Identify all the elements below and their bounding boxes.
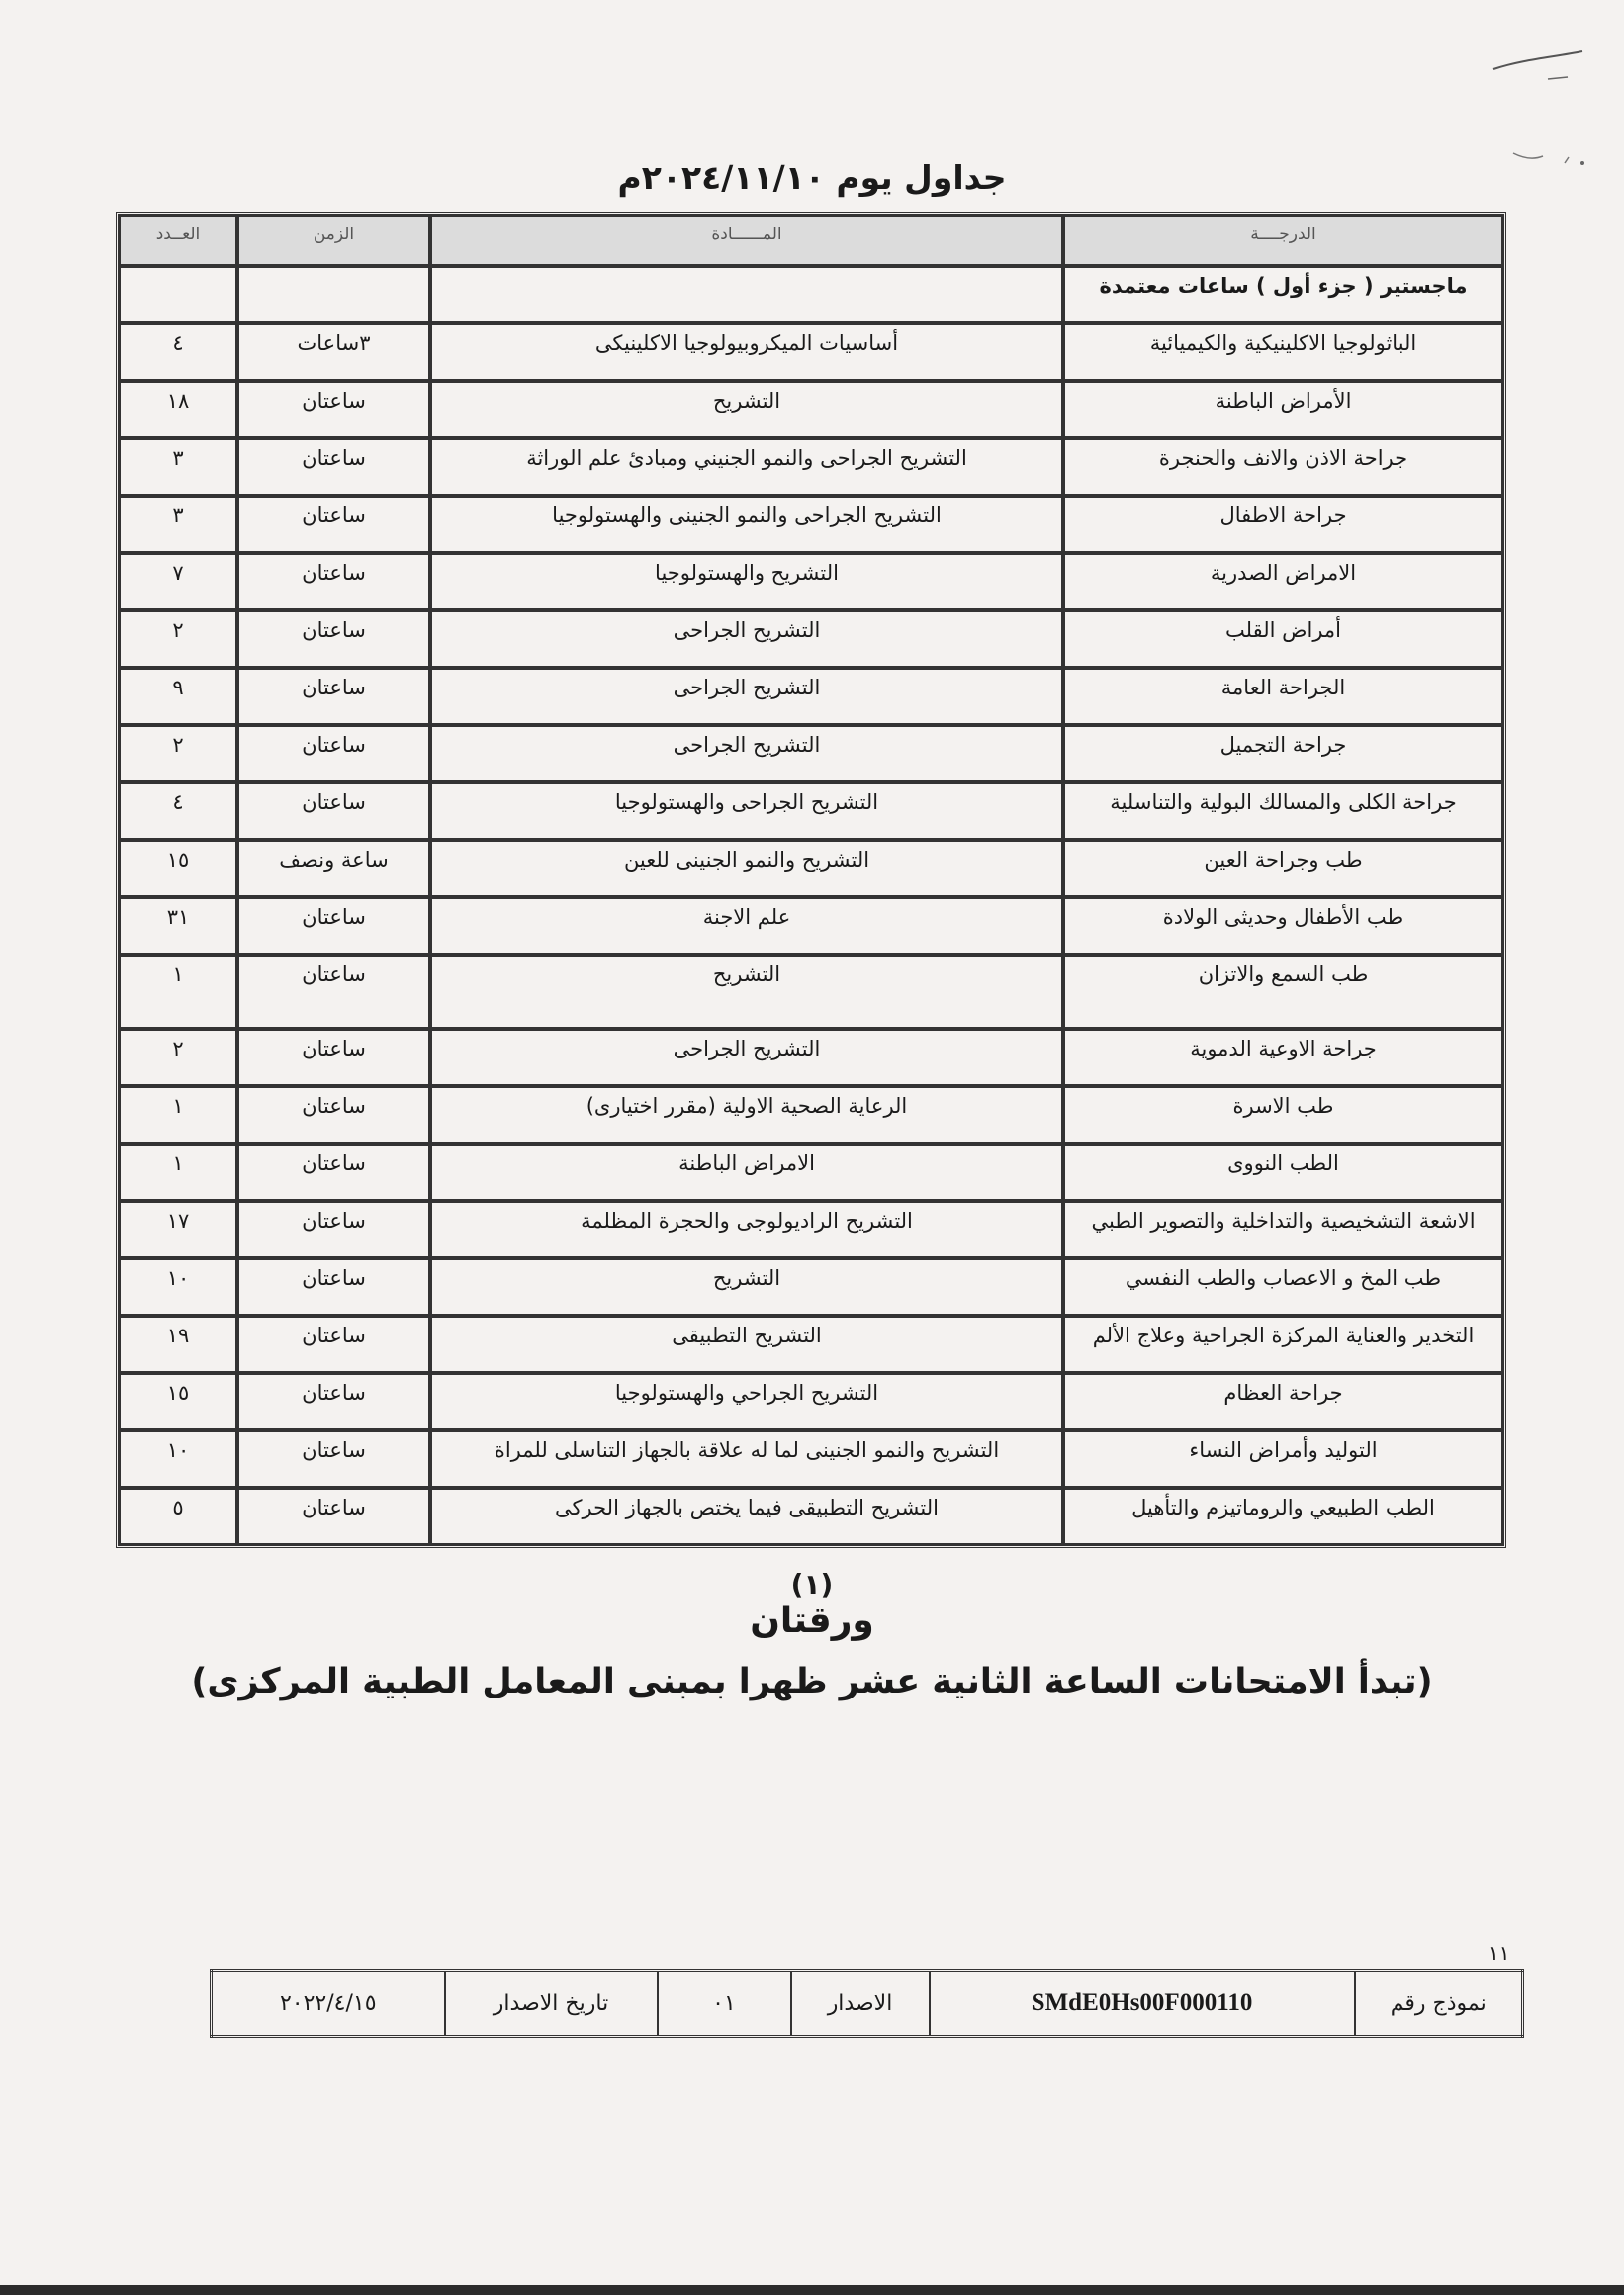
subject-cell: علم الاجنة (430, 897, 1063, 955)
count-cell: ١ (119, 955, 237, 1029)
header-degree: الدرجــــة (1063, 215, 1503, 266)
time-cell: ساعتان (237, 438, 430, 496)
subject-cell: التشريح الجراحى والنمو الجنيني ومبادئ علم الوراثة (430, 438, 1063, 496)
time-cell: ساعتان (237, 725, 430, 782)
degree-cell: طب وجراحة العين (1063, 840, 1503, 897)
issue-date-label: تاريخ الاصدار (445, 1971, 658, 2037)
time-cell: ساعتان (237, 897, 430, 955)
time-cell: ساعتان (237, 1373, 430, 1430)
count-cell: ١٥ (119, 840, 237, 897)
sheet-number: ١١ (1489, 1941, 1510, 1965)
count-cell: ١٠ (119, 1430, 237, 1488)
subject-cell: التشريح الجراحي والهستولوجيا (430, 1373, 1063, 1430)
degree-cell: التوليد وأمراض النساء (1063, 1430, 1503, 1488)
count-cell: ٢ (119, 610, 237, 668)
subject-cell: التشريح التطبيقى (430, 1316, 1063, 1373)
time-cell: ساعتان (237, 496, 430, 553)
subject-cell: التشريح الجراحى (430, 610, 1063, 668)
subject-cell: التشريح الجراحى والهستولوجيا (430, 782, 1063, 840)
time-cell: ساعتان (237, 1201, 430, 1258)
table-row (119, 553, 1503, 610)
subject-cell: التشريح (430, 381, 1063, 438)
degree-cell: جراحة التجميل (1063, 725, 1503, 782)
subject-cell: التشريح الجراحى (430, 725, 1063, 782)
degree-cell: جراحة الاطفال (1063, 496, 1503, 553)
count-cell: ٢ (119, 1029, 237, 1086)
count-cell: ٣ (119, 496, 237, 553)
subject-cell: التشريح والنمو الجنينى للعين (430, 840, 1063, 897)
time-cell: ساعتان (237, 1488, 430, 1545)
subject-cell: التشريح الجراحى والنمو الجنينى والهستولوجيا (430, 496, 1063, 553)
time-cell: ساعتان (237, 1258, 430, 1316)
time-cell: ساعتان (237, 381, 430, 438)
subject-cell: التشريح والهستولوجيا (430, 553, 1063, 610)
time-cell: ساعتان (237, 782, 430, 840)
time-cell: ساعتان (237, 955, 430, 1029)
degree-cell: جراحة الاذن والانف والحنجرة (1063, 438, 1503, 496)
table-row (119, 897, 1503, 955)
form-footer (210, 1969, 1521, 2038)
header-subject: المــــــادة (430, 215, 1063, 266)
subject-cell: الرعاية الصحية الاولية (مقرر اختيارى) (430, 1086, 1063, 1144)
section-label: ماجستير ( جزء أول ) ساعات معتمدة (1063, 266, 1503, 323)
subject-cell: التشريح (430, 955, 1063, 1029)
count-cell: ١ (119, 1086, 237, 1144)
degree-cell: الطب الطبيعي والروماتيزم والتأهيل (1063, 1488, 1503, 1545)
issue-label: الاصدار (791, 1971, 930, 2037)
table-row (119, 381, 1503, 438)
table-row (119, 840, 1503, 897)
table-row (119, 1430, 1503, 1488)
table-row (119, 1488, 1503, 1545)
degree-cell: الجراحة العامة (1063, 668, 1503, 725)
degree-cell: جراحة الكلى والمسالك البولية والتناسلية (1063, 782, 1503, 840)
count-cell: ٤ (119, 323, 237, 381)
subject-cell: الامراض الباطنة (430, 1144, 1063, 1201)
time-cell: ساعتان (237, 1430, 430, 1488)
issue-value: ٠١ (658, 1971, 791, 2037)
empty-cell (237, 266, 430, 323)
subject-cell: أساسيات الميكروبيولوجيا الاكلينيكى (430, 323, 1063, 381)
header-time: الزمن (237, 215, 430, 266)
form-code: SMdE0Hs00F000110 (930, 1971, 1355, 2037)
page-number: (١) (790, 1568, 834, 1601)
subject-cell: التشريح الراديولوجى والحجرة المظلمة (430, 1201, 1063, 1258)
issue-date-value: ٢٠٢٢/٤/١٥ (212, 1971, 445, 2037)
table-row (119, 1144, 1503, 1201)
scan-edge-shadow (0, 2285, 1624, 2295)
subject-cell: التشريح والنمو الجنينى لما له علاقة بالجهاز التناسلى للمراة (430, 1430, 1063, 1488)
papers-count-label: ورقتان (750, 1601, 874, 1641)
table-row (119, 438, 1503, 496)
empty-cell (430, 266, 1063, 323)
table-row (119, 1373, 1503, 1430)
time-cell: ساعتان (237, 1144, 430, 1201)
degree-cell: جراحة الاوعية الدموية (1063, 1029, 1503, 1086)
subject-cell: التشريح الجراحى (430, 668, 1063, 725)
time-cell: ساعتان (237, 668, 430, 725)
degree-cell: أمراض القلب (1063, 610, 1503, 668)
time-cell: ساعتان (237, 1316, 430, 1373)
degree-cell: الامراض الصدرية (1063, 553, 1503, 610)
header-count: العــدد (119, 215, 237, 266)
degree-cell: طب السمع والاتزان (1063, 955, 1503, 1029)
subject-cell: التشريح (430, 1258, 1063, 1316)
time-cell: ساعتان (237, 610, 430, 668)
exam-start-note: (تبدأ الامتحانات الساعة الثانية عشر ظهرا بمبنى المعامل الطبية المركزى) (191, 1662, 1433, 1701)
count-cell: ١٧ (119, 1201, 237, 1258)
time-cell: ساعتان (237, 1029, 430, 1086)
count-cell: ٢ (119, 725, 237, 782)
degree-cell: طب المخ و الاعصاب والطب النفسي (1063, 1258, 1503, 1316)
count-cell: ٣١ (119, 897, 237, 955)
table-row (119, 955, 1503, 1029)
form-footer-table (210, 1969, 1524, 2038)
table-row (119, 496, 1503, 553)
form-number-label: نموذج رقم (1355, 1971, 1523, 2037)
table-row (119, 782, 1503, 840)
section-row (119, 266, 1503, 323)
time-cell: ٣ساعات (237, 323, 430, 381)
degree-cell: التخدير والعناية المركزة الجراحية وعلاج الألم (1063, 1316, 1503, 1373)
table-row (119, 1258, 1503, 1316)
degree-cell: طب الأطفال وحديثى الولادة (1063, 897, 1503, 955)
table-row (119, 323, 1503, 381)
pen-scribble-mark (1474, 40, 1622, 168)
degree-cell: طب الاسرة (1063, 1086, 1503, 1144)
subject-cell: التشريح التطبيقى فيما يختص بالجهاز الحركى (430, 1488, 1063, 1545)
page-title: جداول يوم ٢٠٢٤/١١/١٠م (617, 158, 1007, 197)
table-header-row (119, 215, 1503, 266)
table-row (119, 668, 1503, 725)
count-cell: ٧ (119, 553, 237, 610)
count-cell: ١ (119, 1144, 237, 1201)
degree-cell: الأمراض الباطنة (1063, 381, 1503, 438)
time-cell: ساعتان (237, 1086, 430, 1144)
count-cell: ٩ (119, 668, 237, 725)
subject-cell: التشريح الجراحى (430, 1029, 1063, 1086)
count-cell: ١٩ (119, 1316, 237, 1373)
table-row (119, 1316, 1503, 1373)
empty-cell (119, 266, 237, 323)
count-cell: ١٥ (119, 1373, 237, 1430)
schedule-table-wrapper (116, 212, 1500, 1548)
degree-cell: جراحة العظام (1063, 1373, 1503, 1430)
time-cell: ساعتان (237, 553, 430, 610)
table-row (119, 725, 1503, 782)
schedule-table (116, 212, 1506, 1548)
count-cell: ٥ (119, 1488, 237, 1545)
time-cell: ساعة ونصف (237, 840, 430, 897)
count-cell: ١٠ (119, 1258, 237, 1316)
table-row (119, 610, 1503, 668)
table-row (119, 1029, 1503, 1086)
count-cell: ١٨ (119, 381, 237, 438)
degree-cell: الباثولوجيا الاكلينيكية والكيميائية (1063, 323, 1503, 381)
count-cell: ٤ (119, 782, 237, 840)
count-cell: ٣ (119, 438, 237, 496)
degree-cell: الاشعة التشخيصية والتداخلية والتصوير الطبي (1063, 1201, 1503, 1258)
table-row (119, 1086, 1503, 1144)
degree-cell: الطب النووى (1063, 1144, 1503, 1201)
table-row (119, 1201, 1503, 1258)
